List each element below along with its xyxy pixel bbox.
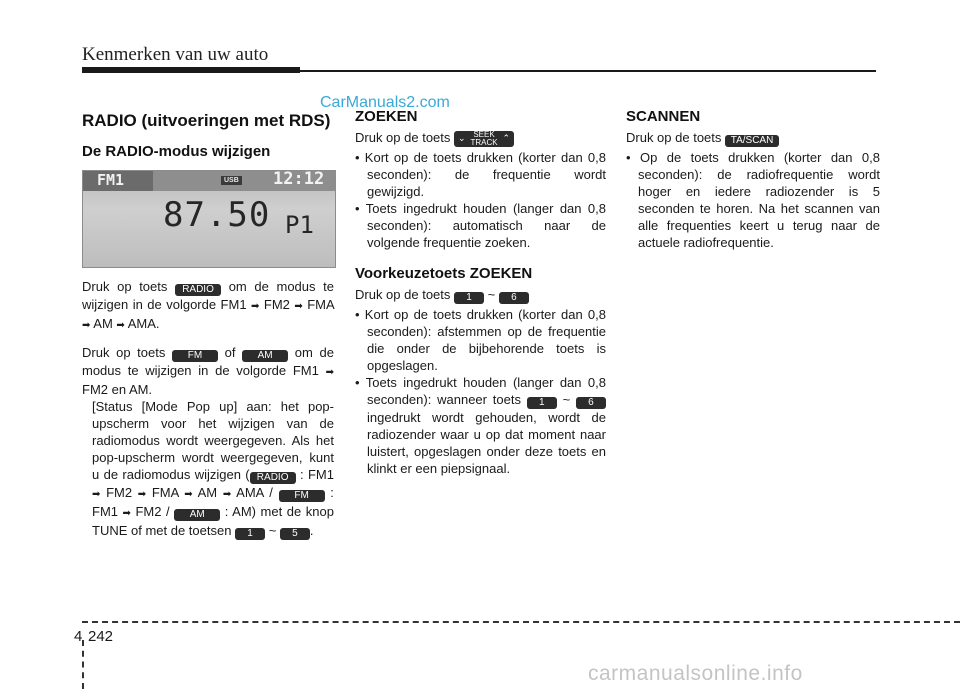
list-item: • Kort op de toets drukken (korter dan 0,8 seconden): de frequentie wordt gewijzigd. (355, 150, 606, 199)
paragraph-popup-status: [Status [Mode Pop up] aan: het pop-upscherm voor het wijzigen van de radiomodus wordt weergegeven. Als het pop-upscherm wordt weergegeven, kunt u de radiomodus wijzigen ( RADIO : FM1 ➡ FM2 ➡ FMA ➡ AM ➡ AMA / FM : FM1 ➡ FM2 / AM : AM) met de knop TUNE of met de toetsen 1 ~ 5 . (92, 399, 334, 539)
watermark-top: CarManuals2.com (320, 94, 450, 111)
arrow-icon: ➡ (137, 489, 147, 500)
column-zoeken (355, 108, 606, 477)
lcd-clock: 12:12 (273, 170, 325, 189)
zoeken-title: ZOEKEN (355, 108, 418, 125)
arrow-icon: ➡ (116, 320, 125, 331)
header-rule-thick (82, 67, 300, 73)
section-title: RADIO (uitvoeringen met RDS) (82, 111, 331, 130)
seek-track-key-icon: ⌄ SEEK TRACK ⌃ (454, 131, 514, 147)
footer-dashed-rule (82, 621, 960, 623)
preset-6-key-icon: 6 (576, 397, 606, 409)
column-radio-mode (82, 108, 334, 540)
am-key-icon: AM (174, 509, 220, 521)
ta-scan-key-icon: TA/SCAN (725, 135, 779, 147)
arrow-icon: ➡ (82, 320, 91, 331)
list-item: • Kort op de toets drukken (korter dan 0,8 seconden): afstemmen op de frequentie die onder de bijbehorende toets is opgeslagen. (355, 307, 606, 373)
arrow-icon: ➡ (294, 301, 303, 312)
running-header: Kenmerken van uw auto (82, 44, 269, 65)
arrow-icon: ➡ (122, 508, 131, 519)
arrow-icon: ➡ (251, 301, 260, 312)
subsection-title-mode: De RADIO-modus wijzigen (82, 143, 271, 160)
fm-key-icon: FM (279, 490, 325, 502)
radio-key-icon: RADIO (175, 284, 221, 296)
preset-1-key-icon: 1 (527, 397, 557, 409)
watermark-bottom: carmanualsonline.info (588, 662, 803, 685)
lcd-preset: P1 (285, 211, 314, 239)
am-key-icon: AM (242, 350, 288, 362)
arrow-icon: ➡ (92, 489, 101, 500)
preset-1-key-icon: 1 (454, 292, 484, 304)
header-rule-thin (300, 70, 876, 72)
scannen-intro: Druk op de toets TA/SCAN (626, 129, 880, 147)
list-item: • Op de toets drukken (korter dan 0,8 seconden): de radiofrequentie wordt hoger en iedere radiozender is 5 seconden te horen. Na het scannen van alle frequenties keert u terug naar de actuele radiofrequentie. (626, 150, 880, 250)
column-scannen (626, 108, 880, 251)
preset-1-key-icon: 1 (235, 528, 265, 540)
fm-key-icon: FM (172, 350, 218, 362)
preset-search-title: Voorkeuzetoets ZOEKEN (355, 265, 533, 282)
lcd-usb-indicator: USB (221, 176, 242, 185)
arrow-icon: ➡ (325, 367, 334, 378)
preset-intro: Druk op de toets 1 ~ 6 (355, 286, 606, 304)
list-item: • Toets ingedrukt houden (langer dan 0,8 seconden): automatisch naar de volgende frequentie zoeken. (355, 201, 607, 250)
scannen-title: SCANNEN (626, 108, 701, 125)
lcd-band-label: FM1 (97, 171, 125, 189)
arrow-icon: ➡ (222, 489, 232, 500)
list-item: • Toets ingedrukt houden (langer dan 0,8 seconden): wanneer toets 1 ~ 6 ingedrukt wordt gehouden, wordt de radiozender waar u op dat moment naar luistert, opgeslagen onder deze toets en klinkt er een piepsignaal. (355, 375, 607, 476)
radio-lcd-display (82, 170, 336, 268)
footer-dashed-vertical (82, 640, 84, 689)
scannen-bullets (626, 149, 880, 251)
paragraph-radio-key: Druk op toets RADIO om de modus te wijzigen in de volgorde FM1 ➡ FM2 ➡ FMA ➡ AM ➡ AMA. (82, 279, 334, 331)
preset-bullets (355, 306, 606, 477)
zoeken-intro: Druk op de toets ⌄ SEEK TRACK ⌃ (355, 129, 606, 147)
zoeken-bullets (355, 149, 606, 251)
preset-5-key-icon: 5 (280, 528, 310, 540)
arrow-icon: ➡ (184, 489, 193, 500)
preset-6-key-icon: 6 (499, 292, 529, 304)
lcd-frequency: 87.50 (163, 195, 271, 235)
page-number: 242 (88, 628, 114, 645)
radio-key-icon: RADIO (250, 472, 296, 484)
paragraph-fm-am-keys: Druk op toets FM of AM om de modus te wijzigen in de volgorde FM1 ➡ FM2 en AM. (82, 345, 334, 397)
chapter-number: 4 (74, 628, 83, 645)
